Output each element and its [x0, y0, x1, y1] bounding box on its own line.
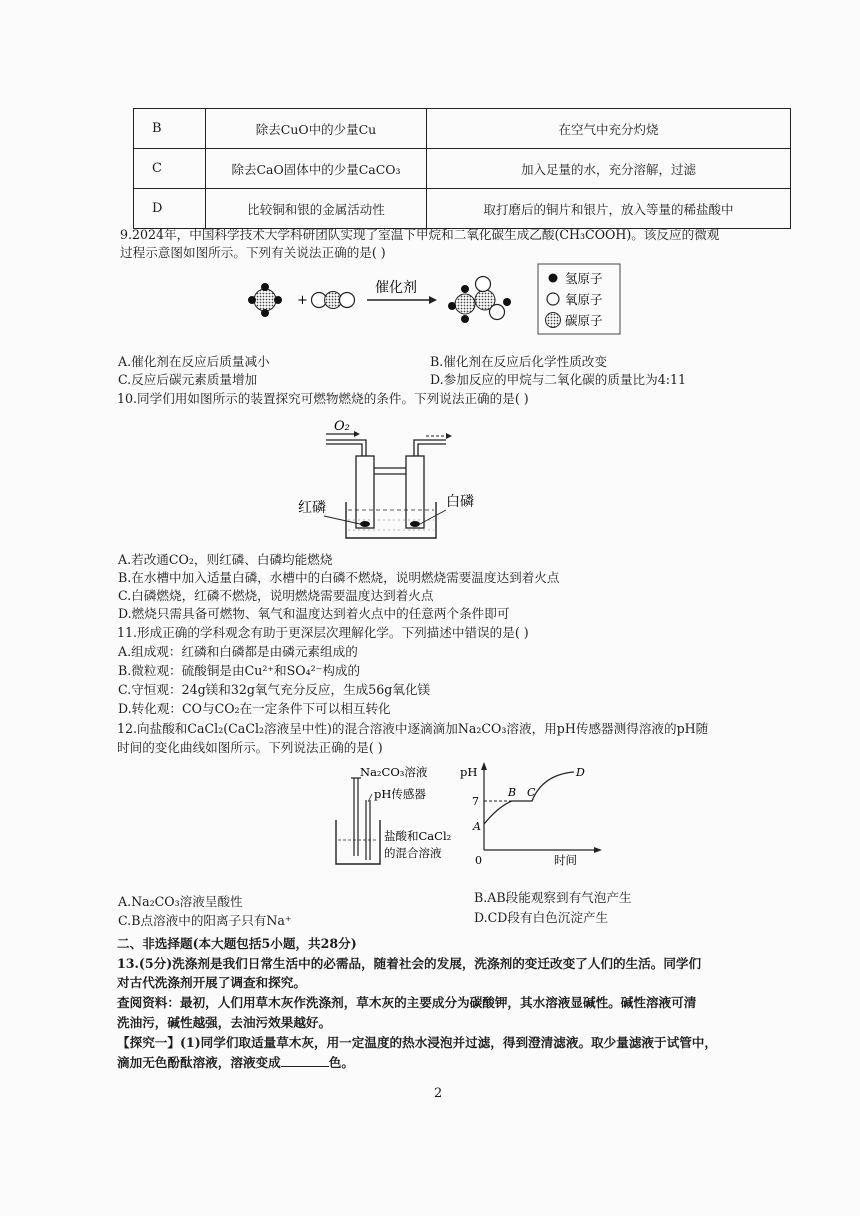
q9-option-a: A.催化剂在反应后质量减小	[118, 354, 270, 369]
exploration-one-text: 滴加无色酚酞溶液，溶液变成	[117, 1055, 281, 1070]
exploration-one-line2	[117, 1054, 354, 1071]
atom-legend	[538, 264, 620, 334]
methane-molecule-icon	[248, 283, 282, 317]
q10-stem: 10.同学们用如图所示的装置探究可燃物燃烧的条件。下列说法正确的是( )	[117, 391, 529, 406]
q9-option-c: C.反应后碳元素质量增加	[118, 372, 258, 387]
row-label: D	[134, 189, 206, 229]
table-row	[134, 109, 791, 149]
plus-sign: +	[297, 293, 308, 308]
sodium-carbonate-label: Na₂CO₃溶液	[360, 765, 428, 779]
info-line1: 查阅资料：最初，人们用草木灰作洗涤剂，草木灰的主要成分为碳酸钾，其水溶液显碱性。碱性溶液可清	[117, 995, 697, 1010]
q12-option-c: C.B点溶液中的阳离子只有Na⁺	[118, 913, 292, 928]
row-label: B	[134, 109, 206, 149]
point-c-label: C	[527, 786, 536, 799]
q10-option-b: B.在水槽中加入适量白磷，水槽中的白磷不燃烧，说明燃烧需要温度达到着火点	[118, 570, 560, 585]
row-label: C	[134, 149, 206, 189]
legend-carbon: 碳原子	[565, 313, 603, 328]
info-line2: 洗油污，碱性越强，去油污效果越好。	[117, 1015, 332, 1030]
hydrogen-atom-icon	[549, 274, 558, 283]
graph-ph7-label: 7	[472, 795, 479, 808]
experiment-options-table	[133, 108, 791, 229]
q10-option-a: A.若改通CO₂，则红磷、白磷均能燃烧	[118, 552, 333, 567]
row-method: 在空气中充分灼烧	[427, 109, 791, 149]
q11-option-c: C.守恒观：24g镁和32g氧气充分反应，生成56g氧化镁	[118, 682, 431, 697]
q12-option-a: A.Na₂CO₃溶液呈酸性	[118, 894, 243, 909]
point-d-label: D	[576, 766, 585, 779]
combustion-apparatus-diagram	[296, 412, 486, 548]
q12-option-b: B.AB段能观察到有气泡产生	[474, 890, 632, 905]
legend-hydrogen: 氢原子	[565, 271, 603, 286]
oxygen-label: O₂	[334, 419, 350, 434]
red-phosphorus-label: 红磷	[298, 500, 326, 516]
mixture-label-line1: 盐酸和CaCl₂	[384, 829, 452, 843]
exploration-one-line1: 【探究一】(1)同学们取适量草木灰，用一定温度的热水浸泡并过滤，得到澄清滤液。取少量滤液于试管中，	[117, 1035, 717, 1050]
answer-blank[interactable]	[281, 1054, 329, 1067]
q13-stem-line2: 对古代洗涤剂开展了调查和探究。	[117, 975, 306, 990]
q9-stem-line1: 9.2024年，中国科学技术大学科研团队实现了室温下甲烷和二氧化碳生成乙酸(CH₃COOH)。该反应的微观	[120, 227, 720, 242]
point-b-label: B	[508, 786, 517, 799]
ph-time-graph	[460, 762, 602, 867]
row-purpose: 比较铜和银的金属活动性	[206, 189, 427, 229]
section-two-title: 二、非选择题(本大题包括5小题，共28分)	[117, 936, 357, 951]
q9-option-d: D.参加反应的甲烷与二氧化碳的质量比为4:11	[430, 372, 687, 387]
q11-option-b: B.微粒观：硫酸铜是由Cu²⁺和SO₄²⁻构成的	[118, 663, 361, 678]
row-purpose: 除去CuO中的少量Cu	[206, 109, 427, 149]
point-a-label: A	[473, 820, 481, 833]
q12-option-d: D.CD段有白色沉淀产生	[474, 910, 609, 925]
q11-option-d: D.转化观：CO与CO₂在一定条件下可以相互转化	[118, 701, 391, 716]
page-number: 2	[434, 1086, 443, 1101]
q9-stem-line2: 过程示意图如图所示。下列有关说法正确的是( )	[120, 245, 386, 260]
legend-oxygen: 氧原子	[565, 292, 603, 307]
q11-stem: 11.形成正确的学科观念有助于更深层次理解化学。下列描述中错误的是( )	[117, 625, 529, 640]
acetic-acid-molecule-icon	[448, 277, 511, 324]
q11-option-a: A.组成观：红磷和白磷都是由磷元素组成的	[118, 644, 358, 659]
graph-x-label: 时间	[554, 853, 577, 867]
titration-setup-diagram	[318, 760, 608, 878]
q9-option-b: B.催化剂在反应后化学性质改变	[430, 354, 607, 369]
oxygen-atom-icon	[547, 293, 559, 305]
catalyst-label: 催化剂	[375, 280, 417, 296]
q13-stem-line1: 13.(5分)洗涤剂是我们日常生活中的必需品，随着社会的发展，洗涤剂的变迁改变了人们的生活。同学们	[117, 956, 702, 971]
q10-option-d: D.燃烧只需具备可燃物、氧气和温度达到着火点中的任意两个条件即可	[118, 606, 510, 621]
reaction-diagram	[235, 262, 635, 338]
graph-y-label: pH	[460, 765, 478, 779]
q12-stem-line1: 12.向盐酸和CaCl₂(CaCl₂溶液呈中性)的混合溶液中逐滴滴加Na₂CO₃溶液，用pH传感器测得溶液的pH随	[117, 721, 709, 736]
row-method: 加入足量的水，充分溶解，过滤	[427, 149, 791, 189]
white-phosphorus-label: 白磷	[446, 494, 474, 510]
row-purpose: 除去CaO固体中的少量CaCO₃	[206, 149, 427, 189]
q12-stem-line2: 时间的变化曲线如图所示。下列说法正确的是( )	[117, 740, 383, 755]
mixture-label-line2: 的混合溶液	[384, 846, 442, 860]
exploration-one-suffix: 色。	[328, 1055, 354, 1070]
table-row	[134, 149, 791, 189]
carbon-atom-icon	[546, 313, 561, 328]
row-method: 取打磨后的铜片和银片，放入等量的稀盐酸中	[427, 189, 791, 229]
ph-sensor-label: pH传感器	[374, 787, 426, 801]
table-row	[134, 189, 791, 229]
carbon-dioxide-molecule-icon	[312, 292, 355, 309]
q10-option-c: C.白磷燃烧，红磷不燃烧，说明燃烧需要温度达到着火点	[118, 588, 434, 603]
graph-origin-label: 0	[475, 854, 482, 867]
